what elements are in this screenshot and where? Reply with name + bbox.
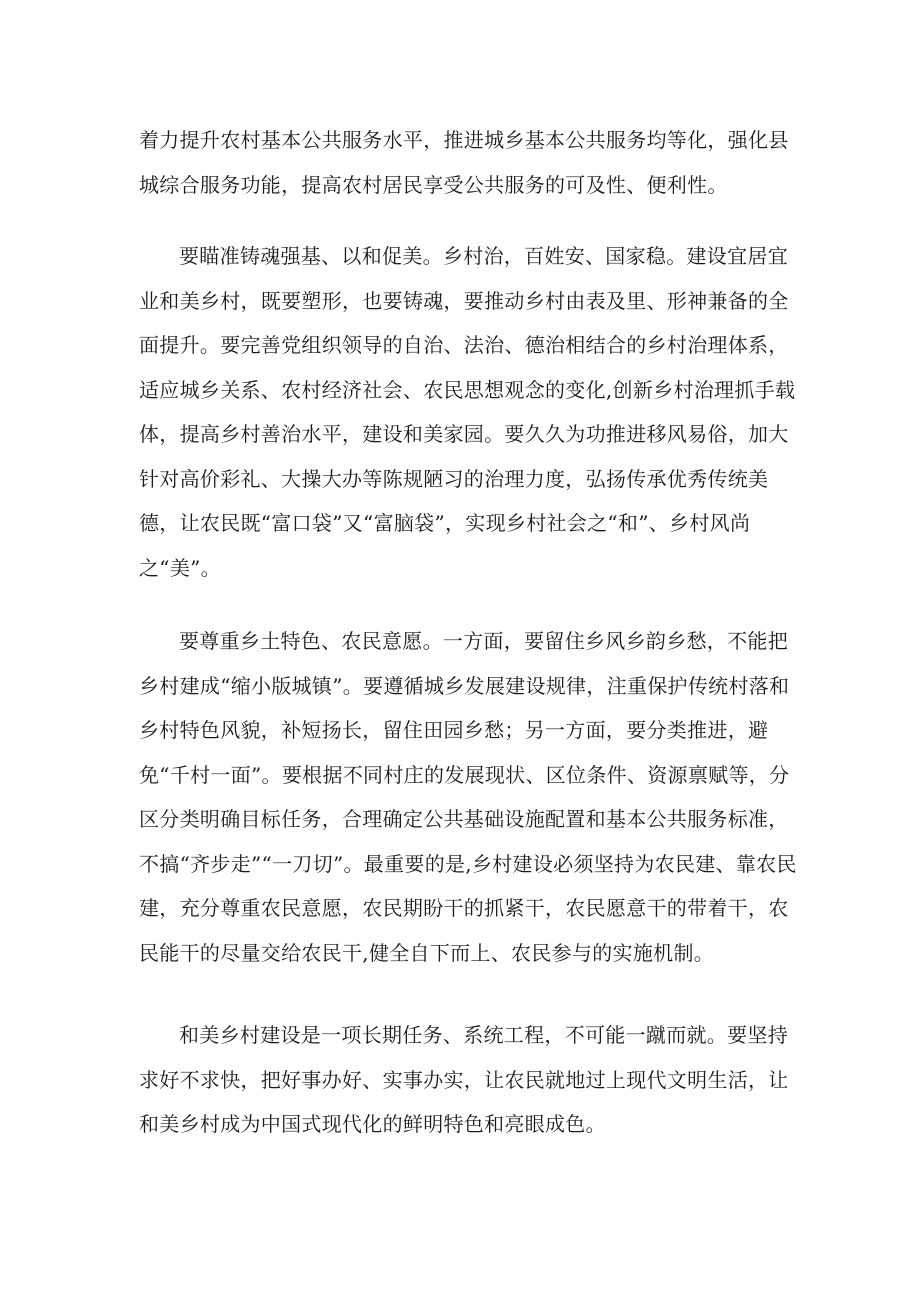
paragraph-4: 和美乡村建设是一项长期任务、系统工程，不可能一蹴而就。要坚持求好不求快，把好事办好、实事办实，让农民就地过上现代文明生活，让和美乡村成为中国式现代化的鲜明特色和亮眼成色。 [139,1023,789,1136]
paragraph-2: 要瞄准铸魂强基、以和促美。乡村治，百姓安、国家稳。建设宜居宜业和美乡村，既要塑形，也要铸魂，要推动乡村由表及里、形神兼备的全面提升。要完善党组织领导的自治、法治、德治相结合的乡村治理体系，适应城乡关系、农村经济社会、农民思想观念的变化,创新乡村治理抓手载体，提高乡村善治水平，建设和美家园。要久久为功推进移风易俗，加大针对高价彩礼、大操大办等陈规陋习的治理力度，弘扬传承优秀传统美德，让农民既“富口袋”又“富脑袋”，实现乡村社会之“和”、乡村风尚之“美”。 [139,244,796,580]
paragraph-1: 着力提升农村基本公共服务水平，推进城乡基本公共服务均等化，强化县城综合服务功能，提高农村居民享受公共服务的可及性、便利性。 [139,128,789,197]
paragraph-3: 要尊重乡土特色、农民意愿。一方面，要留住乡风乡韵乡愁，不能把乡村建成“缩小版城镇”。要遵循城乡发展建设规律，注重保护传统村落和乡村特色风貌，补短扬长，留住田园乡愁；另一方面，要分类推进，避免“千村一面”。要根据不同村庄的发展现状、区位条件、资源禀赋等，分区分类明确目标任务，合理确定公共基础设施配置和基本公共服务标准，不搞“齐步走”“一刀切”。最重要的是,乡村建设必须坚持为农民建、靠农民建，充分尊重农民意愿，农民期盼干的抓紧干，农民愿意干的带着干，农民能干的尽量交给农民干,健全自下而上、农民参与的实施机制。 [139,629,797,965]
